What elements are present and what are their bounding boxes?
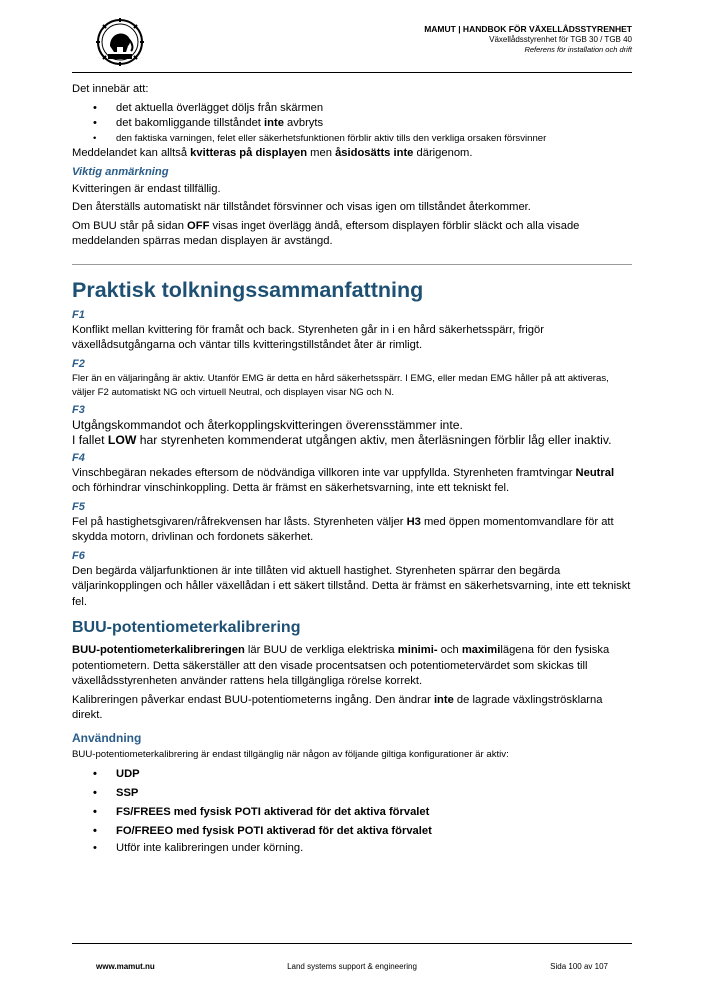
note-label: Viktig anmärkning [72,166,169,178]
fault-label-f6: F6 [72,549,85,562]
list-item: • Utför inte kalibreringen under körning. [116,841,632,856]
note-text-3: Om BUU står på sidan OFF visas inget överlägg ändå, eftersom displayen förblir släckt och alla visade meddelanden spärras medan displayen är avstängd. [72,219,580,247]
fault-text-f3: Utgångskommandot och återkopplingskvitteringen överensstämmer inte. I fallet LOW har styrenheten kommenderat utgången aktiv, men återläsningen förblir låg eller inaktiv. [72,417,612,447]
usage-text: BUU-potentiometerkalibrering är endast tillgänglig när någon av följande giltiga konfigurationer är aktiv: [72,748,509,760]
usage-heading: Användning [72,730,142,745]
page-number: Sida 100 av 107 [550,962,608,971]
list-item: • SSP [116,784,632,803]
mamut-logo-icon [96,18,144,66]
summary-heading: Praktisk tolkningssammanfattning [72,277,424,302]
footer-website-link[interactable]: www.mamut.nu [96,962,155,971]
fault-text-f4: Vinschbegäran nekades eftersom de nödvändiga villkoren inte var uppfyllda. Styrenheten framtvingar Neutral och förhindrar vinschinkoppling. Detta är främst en säkerhetsvarning, inte ett tekniskt fel. [72,466,615,494]
fault-label-f3: F3 [72,403,85,416]
buu-heading: BUU-potentiometerkalibrering [72,619,301,636]
fault-text-f1: Konflikt mellan kvittering för framåt och back. Styrenheten går in i en hård säkerhetsspärr, frigör växellådsutgångarna och väntar tills kvitteringstillståndet åter är rimligt. [72,323,544,351]
fault-text-f2: Fler än en väljaringång är aktiv. Utanför EMG är detta en hård säkerhetsspärr. I EMG, eller medan EMG håller på att aktiveras, väljer F2 automatiskt NG och virtuell Neutral, och displayen visar NG och N. [72,372,609,398]
fault-text-f5: Fel på hastighetsgivaren/råfrekvensen har låsts. Styrenheten väljer H3 med öppen momentomvandlare för att skydda motorn, drivlinan och fordonets säkerhet. [72,515,614,543]
list-item: • den faktiska varningen, felet eller säkerhetsfunktionen förblir aktiv tills den verkliga orsaken försvinner [116,132,632,146]
list-item: • FO/FREEO med fysisk POTI aktiverad för det aktiva förvalet [116,822,632,841]
list-item: • UDP [116,765,632,784]
buu-paragraph-2: Kalibreringen påverkar endast BUU-potentiometerns ingång. Den ändrar inte de lagrade växlingströsklarna direkt. [72,693,603,721]
header-title: MAMUT | HANDBOK FÖR VÄXELLÅDSSTYRENHET [424,24,632,34]
effect-list [72,101,632,146]
list-item: • FS/FREES med fysisk POTI aktiverad för det aktiva förvalet [116,803,632,822]
header-subtitle-2: Referens för installation och drift [524,45,632,54]
fault-label-f1: F1 [72,308,85,321]
section-divider [72,264,632,265]
config-list [72,765,632,856]
fault-text-f6: Den begärda väljarfunktionen är inte tillåten vid aktuell hastighet. Styrenheten spärrar den begärda väljarinkopplingen och håller växellådan i ett säkert tillstånd. Detta är främst en säkerhetsvarning, inte ett tekniskt fel. [72,564,631,608]
page-content [72,82,632,856]
header-subtitle: Växellådsstyrenhet för TGB 30 / TGB 40 [489,35,632,44]
note-text-1: Kvitteringen är endast tillfällig. [72,182,221,195]
page-header [72,14,632,73]
footer-tagline: Land systems support & engineering [287,962,417,971]
ack-text: Meddelandet kan alltså kvitteras på displayen men åsidosätts inte därigenom. [72,146,473,159]
intro-text: Det innebär att: [72,83,149,95]
fault-label-f5: F5 [72,500,85,513]
list-item: • det aktuella överlägget döljs från skärmen [116,101,632,117]
fault-label-f2: F2 [72,357,85,370]
buu-paragraph-1: BUU-potentiometerkalibreringen lär BUU de verkliga elektriska minimi- och maximilägena för den fysiska potentiometern. Detta säkerställer att den visade procentsatsen och potentiometervärdet som skickas till växellådsstyrenheten använder rattens hela tillgängliga rörelse korrekt. [72,644,610,687]
fault-label-f4: F4 [72,451,85,464]
note-text-2: Den återställs automatiskt när tillståndet försvinner och visas igen om tillståndet återkommer. [72,201,531,213]
list-item: • det bakomliggande tillståndet inte avbryts [116,116,632,132]
page-footer [72,943,632,974]
